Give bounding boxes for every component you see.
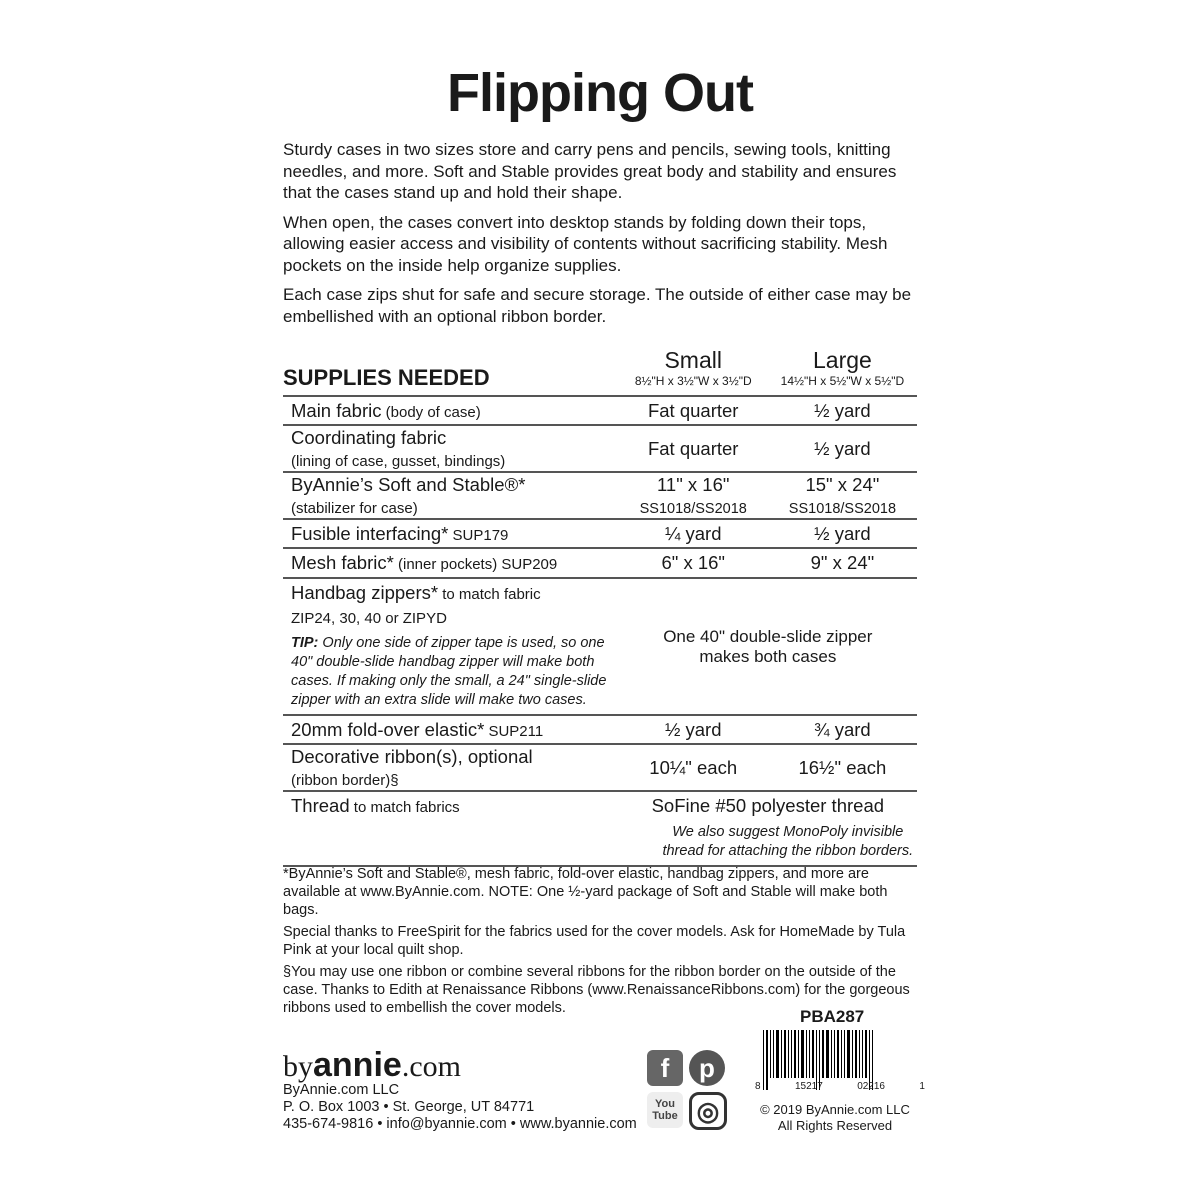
zipper-tip: [291, 634, 619, 710]
small-qty: Fat quarter: [619, 396, 768, 425]
logo-annie: annie: [313, 1046, 402, 1084]
small-qty: 6" x 16": [619, 548, 768, 578]
barcode-bar: [809, 1030, 810, 1078]
barcode-bar: [812, 1030, 814, 1078]
barcode-bar: [847, 1030, 850, 1078]
barcode-numbers: [755, 1081, 925, 1092]
item-name: 20mm fold-over elastic*: [291, 718, 485, 740]
intro-text: [283, 139, 923, 335]
item-note: (body of case): [381, 403, 481, 421]
item-note: (ribbon border)§: [291, 771, 399, 789]
large-qty: ¾ yard: [768, 715, 917, 744]
barcode-bar: [865, 1030, 867, 1078]
both-qty: One 40" double-slide zipper makes both cases: [619, 578, 917, 715]
item-name: Decorative ribbon(s), optional: [291, 745, 533, 767]
page-title: Flipping Out: [447, 63, 753, 123]
footnote: §You may use one ribbon or combine several ribbons for the ribbon border on the outside of the case. Thanks to Edith at Renaissance Ribbons (www.RenaissanceRibbons.com) for the gorgeous ribbons used to embellish the cover models.: [283, 964, 910, 1016]
small-qty: ½ yard: [619, 715, 768, 744]
table-row: [283, 791, 917, 866]
item-name: Coordinating fabric: [291, 426, 447, 448]
thread-suggestion: We also suggest MonoPoly invisible thread for attaching the ribbon borders.: [662, 824, 914, 859]
item-note: (lining of case, gusset, bindings): [291, 452, 506, 470]
copyright-line: All Rights Reserved: [777, 1118, 893, 1133]
postal-address: P. O. Box 1003 • St. George, UT 84771: [283, 1099, 535, 1115]
barcode-bar: [791, 1030, 792, 1078]
contact-info: 435-674-9816 • info@byannie.com • www.byannie.com: [283, 1116, 637, 1132]
large-qty: 9" x 24": [768, 548, 917, 578]
barcode-bar: [770, 1030, 771, 1078]
item-note: (inner pockets) SUP209: [393, 556, 558, 573]
table-row: [283, 472, 917, 519]
facebook-icon[interactable]: f: [647, 1050, 683, 1086]
barcode-bar: [773, 1030, 774, 1078]
tip-label: TIP:: [291, 635, 319, 651]
barcode-bar: [801, 1030, 804, 1078]
byannie-logo: [283, 1046, 461, 1085]
barcode-digit: 1: [919, 1081, 925, 1092]
supplies-table: [283, 340, 917, 867]
intro-paragraph: Each case zips shut for safe and secure storage. The outside of either case may be embellished with an optional ribbon border.: [283, 285, 912, 326]
barcode-bar: [784, 1030, 786, 1078]
barcode-bar: [859, 1030, 860, 1078]
barcode-digit: 02216: [857, 1081, 885, 1092]
both-qty: SoFine #50 polyester thread: [651, 795, 885, 816]
logo-com: .com: [401, 1050, 461, 1083]
barcode-bar: [826, 1030, 829, 1078]
barcode-bar: [788, 1030, 789, 1078]
item-note: ZIP24, 30, 40 or ZIPYD: [291, 610, 447, 627]
footnote: *ByAnnie’s Soft and Stable®, mesh fabric, fold-over elastic, handbag zippers, and more are available at www.ByAnnie.com. NOTE: One ½-yard package of Soft and Stable will make both bags.: [283, 866, 888, 918]
company-name: ByAnnie.com LLC: [283, 1082, 400, 1098]
barcode-bar: [844, 1030, 845, 1078]
product-code: PBA287: [800, 1007, 865, 1026]
table-row: [283, 425, 917, 472]
small-qty: Fat quarter: [619, 425, 768, 472]
small-sku: SS1018/SS2018: [639, 500, 747, 517]
supplies-heading: SUPPLIES NEEDED: [283, 365, 490, 390]
barcode-bar: [798, 1030, 799, 1078]
large-qty: 15" x 24": [805, 473, 880, 495]
table-row: [283, 744, 917, 791]
large-qty: ½ yard: [768, 519, 917, 548]
barcode-bar: [831, 1030, 832, 1078]
barcode-bar: [852, 1030, 853, 1078]
barcode-bar: [841, 1030, 842, 1078]
tip-text: Only one side of zipper tape is used, so one 40" double-slide handbag zipper will make both cases. If making only the small, a 24" single-slide zipper with an extra slide will make two cases.: [291, 635, 607, 708]
barcode-digit: 15217: [794, 1081, 823, 1092]
logo-by: by: [283, 1050, 313, 1083]
address: [283, 1082, 637, 1133]
small-qty: 11" x 16": [657, 473, 730, 495]
table-row: [283, 715, 917, 744]
table-row: [283, 396, 917, 425]
small-dimensions: 8½"H x 3½"W x 3½"D: [634, 374, 752, 388]
barcode-bar: [781, 1030, 782, 1078]
intro-paragraph: Sturdy cases in two sizes store and carry pens and pencils, sewing tools, knitting needles, and more. Soft and Stable provides great body and stability and ensures that the cases stand up and hold their shape.: [283, 140, 897, 202]
barcode-digit: 8: [755, 1081, 761, 1092]
instagram-icon[interactable]: ◎: [689, 1092, 727, 1130]
large-dimensions: 14½"H x 5½"W x 5½"D: [780, 374, 905, 388]
barcode-bar: [822, 1030, 824, 1078]
item-name: Fusible interfacing*: [291, 522, 449, 544]
item-note: SUP179: [448, 526, 509, 544]
item-note: (stabilizer for case): [291, 499, 418, 517]
small-qty: ¼ yard: [619, 519, 768, 548]
large-size-label: Large: [812, 347, 872, 373]
footnote: Special thanks to FreeSpirit for the fabrics used for the cover models. Ask for HomeMade by Tula Pink at your local quilt shop.: [283, 924, 906, 958]
table-row: [283, 548, 917, 578]
item-name: ByAnnie’s Soft and Stable®*: [291, 473, 526, 495]
barcode-bar: [834, 1030, 835, 1078]
intro-paragraph: When open, the cases convert into desktop stands by folding down their tops, allowing easier access and visibility of contents without sacrificing stability. Mesh pockets on the inside help organize supplies.: [283, 212, 888, 275]
barcode-bar: [837, 1030, 839, 1078]
pinterest-icon[interactable]: p: [689, 1050, 725, 1086]
large-qty: ½ yard: [768, 396, 917, 425]
small-size-label: Small: [664, 347, 722, 373]
item-note: to match fabrics: [349, 799, 460, 816]
barcode-bar: [862, 1030, 863, 1078]
small-qty: 10¼" each: [619, 744, 768, 791]
large-qty: ½ yard: [768, 425, 917, 472]
barcode-bar: [776, 1030, 779, 1078]
table-row: [283, 519, 917, 548]
copyright: [760, 1102, 910, 1134]
barcode-bar: [794, 1030, 796, 1078]
barcode-bar: [806, 1030, 807, 1078]
barcode-bar: [855, 1030, 857, 1078]
large-sku: SS1018/SS2018: [788, 500, 897, 517]
item-name: Mesh fabric*: [291, 552, 394, 573]
item-note: to match fabric: [438, 586, 541, 603]
footnotes: [283, 865, 923, 1021]
table-row: [283, 578, 917, 715]
youtube-icon[interactable]: You Tube: [647, 1092, 683, 1128]
copyright-line: © 2019 ByAnnie.com LLC: [760, 1102, 910, 1117]
large-qty: 16½" each: [768, 744, 917, 791]
item-name: Thread: [291, 795, 350, 816]
item-name: Main fabric: [291, 399, 382, 421]
item-note: SUP211: [484, 722, 544, 740]
item-name: Handbag zippers*: [291, 582, 439, 603]
